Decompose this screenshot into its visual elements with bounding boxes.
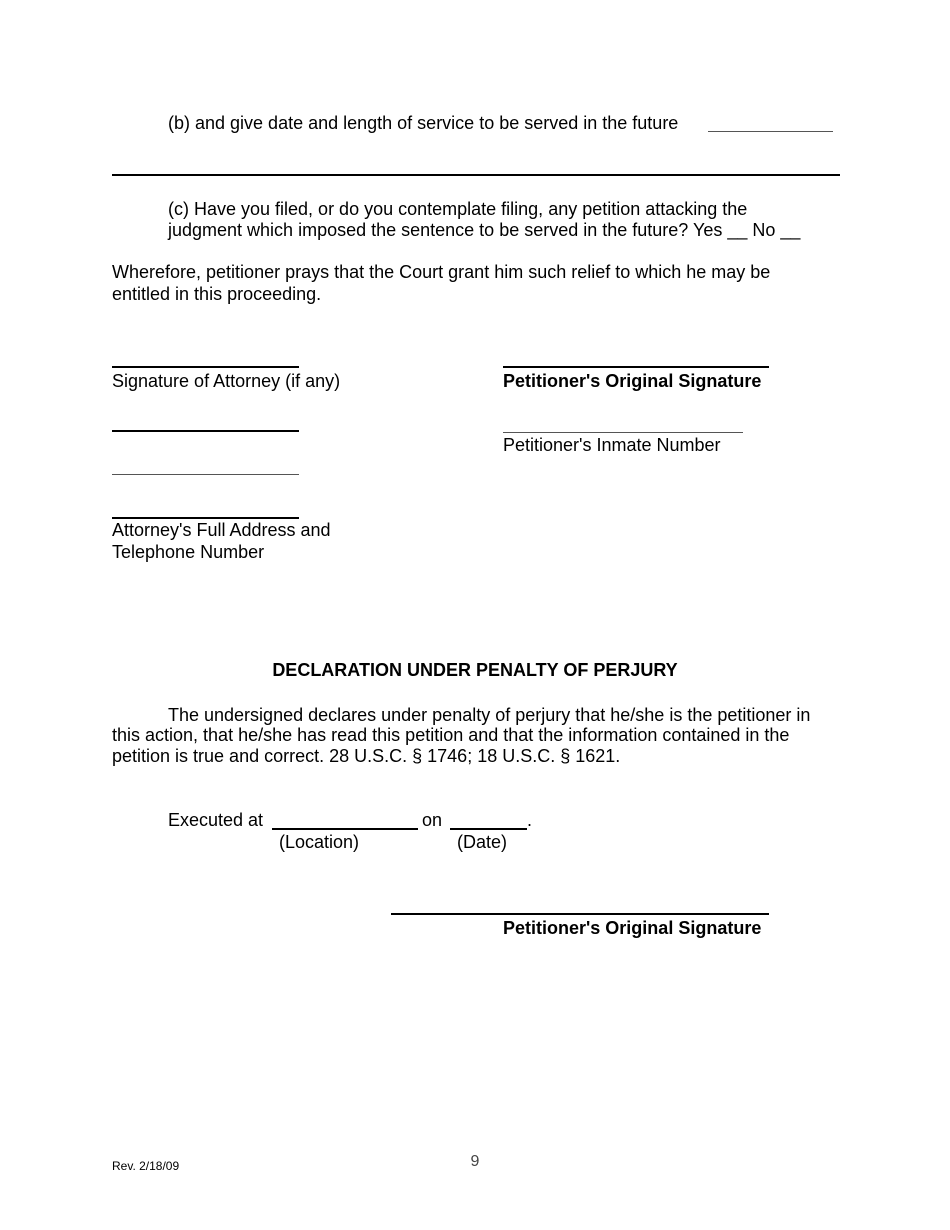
- executed-on: on: [422, 810, 443, 830]
- section-b-text: (b) and give date and length of service to be served in the future: [168, 113, 679, 133]
- inmate-number-label: Petitioner's Inmate Number: [503, 435, 721, 455]
- location-caption: (Location): [279, 832, 360, 852]
- declaration-line1: The undersigned declares under penalty of perjury that he/she is the petitioner in: [168, 705, 811, 725]
- petitioner-signature-line: [503, 366, 769, 368]
- declaration-title: DECLARATION UNDER PENALTY OF PERJURY: [272, 660, 678, 680]
- attorney-signature-label: Signature of Attorney (if any): [112, 371, 341, 391]
- location-line: [272, 828, 418, 830]
- final-signature-line: [391, 913, 769, 915]
- attorney-address-label-1: Attorney's Full Address and: [112, 520, 331, 540]
- attorney-signature-line: [112, 366, 299, 368]
- attorney-address-label-2: Telephone Number: [112, 542, 265, 562]
- separator-line: [112, 174, 840, 176]
- date-caption: (Date): [457, 832, 508, 852]
- declaration-line3: petition is true and correct. 28 U.S.C. § 1746; 18 U.S.C. § 1621.: [112, 746, 621, 766]
- page-number: 9: [470, 1153, 480, 1170]
- revision-date: Rev. 2/18/09: [112, 1159, 180, 1173]
- declaration-line2: this action, that he/she has read this petition and that the information contained in the: [112, 725, 790, 745]
- date-line: [450, 828, 527, 830]
- section-b-blank: [708, 131, 833, 132]
- final-signature-label: Petitioner's Original Signature: [503, 918, 762, 938]
- petitioner-signature-label: Petitioner's Original Signature: [503, 371, 762, 391]
- wherefore-line2: entitled in this proceeding.: [112, 284, 322, 304]
- executed-prefix: Executed at: [168, 810, 264, 830]
- section-c-line1: (c) Have you filed, or do you contemplate filing, any petition attacking the: [168, 199, 748, 219]
- attorney-address-line-1: [112, 430, 299, 432]
- executed-period: .: [527, 810, 533, 830]
- inmate-number-line: [503, 432, 743, 433]
- section-c-line2: judgment which imposed the sentence to be served in the future? Yes __ No __: [168, 220, 801, 240]
- wherefore-line1: Wherefore, petitioner prays that the Court grant him such relief to which he may be: [112, 262, 771, 282]
- attorney-address-line-2: [112, 474, 299, 475]
